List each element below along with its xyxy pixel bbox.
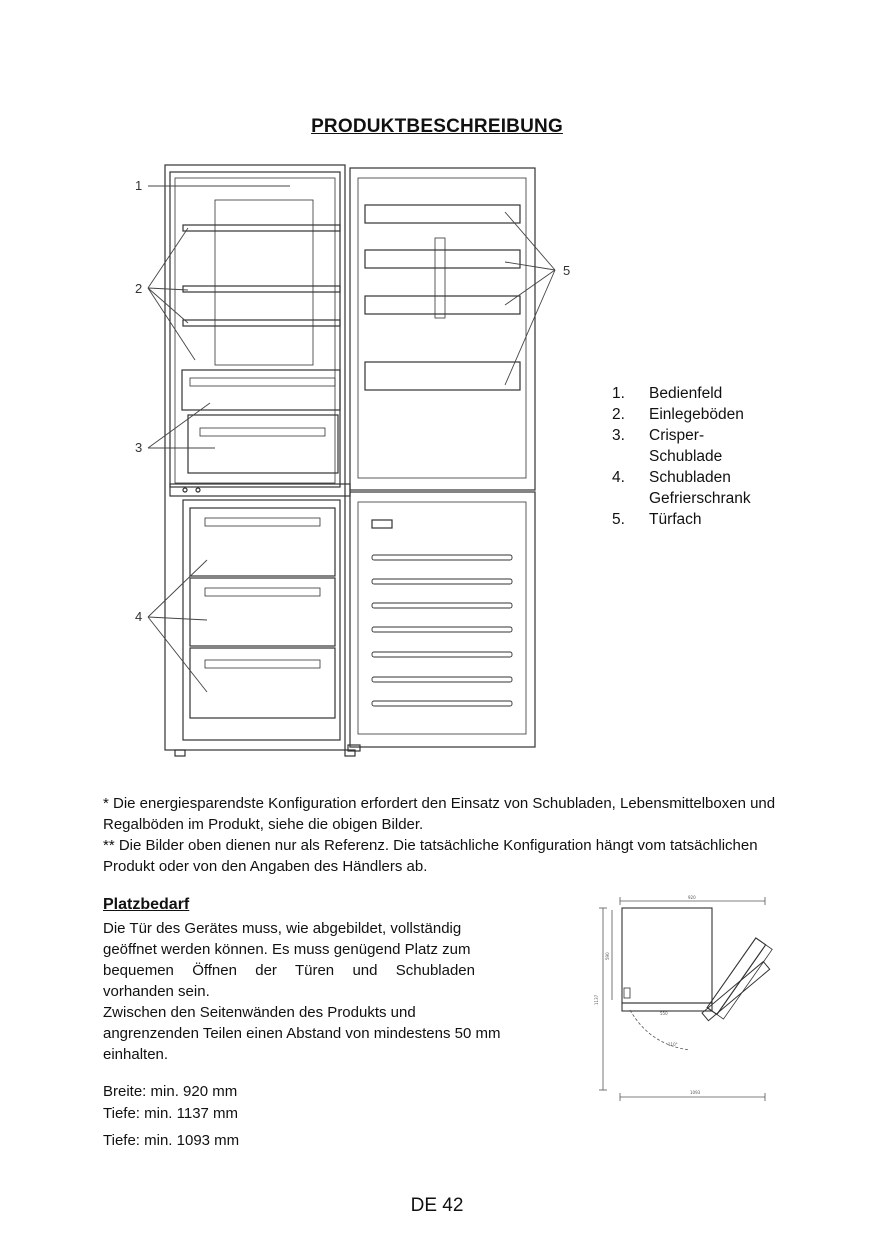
legend-item: 5. Türfach [612, 511, 702, 528]
callout-1: 1 [135, 178, 143, 193]
callout-3: 3 [135, 440, 143, 455]
space-line: einhalten. [103, 1046, 169, 1063]
diagram-label-door: 550 [660, 1011, 668, 1016]
space-line: vorhanden sein. [103, 983, 210, 1000]
callout-4: 4 [135, 609, 143, 624]
legend-item: 2. Einlegeböden [612, 406, 744, 423]
fridge-diagram [120, 158, 560, 758]
note-1-line-2: Regalböden im Produkt, siehe die obigen Bilder. [103, 816, 424, 833]
legend-item: 3. Crisper- [612, 427, 705, 444]
space-line: geöffnet werden können. Es muss genügend Platz zum [103, 941, 471, 958]
diagram-label-width: 920 [688, 895, 696, 900]
note-2-line-2: Produkt oder von den Angaben des Händlers ab. [103, 858, 428, 875]
callout-2: 2 [135, 281, 143, 296]
callout-5: 5 [563, 263, 571, 278]
space-text [103, 918, 501, 1065]
page-number: DE 42 [410, 1195, 464, 1216]
space-line: bequemen Öffnen der Türen und Schubladen [103, 962, 475, 979]
note-1-line-1: * Die energiesparendste Konfiguration erfordert den Einsatz von Schubladen, Lebensmittelboxen und [103, 795, 776, 812]
legend-item-continued: Gefrierschrank [649, 490, 751, 507]
configuration-notes [103, 793, 793, 877]
space-line: Zwischen den Seitenwänden des Produkts und [103, 1004, 416, 1021]
space-line: angrenzenden Teilen einen Abstand von mindestens 50 mm [103, 1025, 501, 1042]
diagram-label-depth1: 1137 [594, 994, 599, 1005]
min-depth-1: Tiefe: min. 1137 mm [103, 1105, 239, 1122]
legend-item: 4. Schubladen [612, 469, 731, 486]
note-2-line-1: ** Die Bilder oben dienen nur als Referenz. Die tatsächliche Konfiguration hängt vom tatsächlichen [103, 837, 758, 854]
diagram-label-body: 590 [605, 952, 610, 960]
space-line: Die Tür des Gerätes muss, wie abgebildet, vollständig [103, 920, 462, 937]
diagram-label-depth2: 1093 [690, 1090, 701, 1095]
clearance-diagram [590, 890, 780, 1105]
legend-item: 1. Bedienfeld [612, 385, 723, 402]
min-depth-2: Tiefe: min. 1093 mm [103, 1132, 240, 1149]
min-width: Breite: min. 920 mm [103, 1083, 238, 1100]
legend-item-continued: Schublade [649, 448, 723, 465]
space-heading: Platzbedarf [103, 896, 190, 913]
page-title: PRODUKTBESCHREIBUNG [311, 116, 563, 137]
parts-legend [612, 383, 751, 530]
diagram-label-angle: 110° [668, 1042, 678, 1047]
